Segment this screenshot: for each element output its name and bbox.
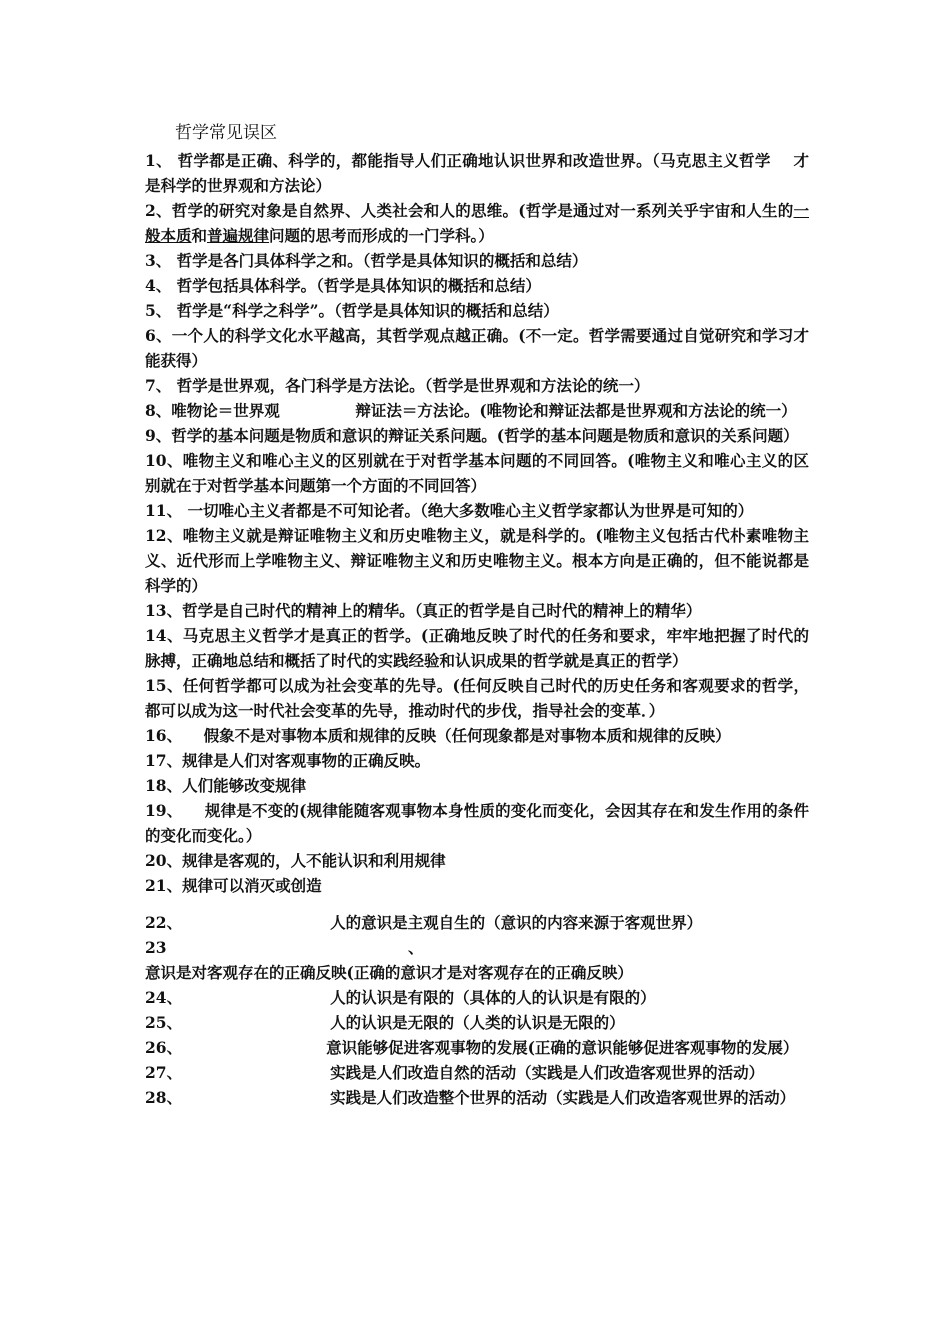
list-item: 27、 实践是人们改造自然的活动（实践是人们改造客观世界的活动） <box>145 1063 765 1082</box>
list-item: 26、 意识能够促进客观事物的发展(正确的意识能够促进客观事物的发展） <box>145 1038 799 1057</box>
list-item: 23、意识是对客观存在的正确反映(正确的意识才是对客观存在的正确反映） <box>145 938 665 982</box>
underlined-term: 普遍规律 <box>207 226 270 245</box>
list-item: 13、哲学是自己时代的精神上的精华。（真正的哲学是自己时代的精神上的精华） <box>145 601 702 620</box>
list-item: 1、 哲学都是正确、科学的，都能指导人们正确地认识世界和改造世界。（马克思主义哲学 才是科学的世界观和方法论） <box>145 151 809 195</box>
item-number: 23、 <box>145 938 665 957</box>
list-item: 12、唯物主义就是辩证唯物主义和历史唯物主义，就是科学的。(唯物主义包括古代朴素唯物主义、近代形而上学唯物主义、辩证唯物主义和历史唯物主义。根本方向是正确的，但不能说都是科学的） <box>145 526 809 595</box>
item-number: 22、 <box>145 913 183 932</box>
list-item: 4、 哲学包括具体科学。（哲学是具体知识的概括和总结） <box>145 276 541 295</box>
item-number: 24、 <box>145 988 183 1007</box>
list-item: 28、 实践是人们改造整个世界的活动（实践是人们改造客观世界的活动） <box>145 1088 796 1107</box>
item-number: 25、 <box>145 1013 183 1032</box>
list-item: 18、人们能够改变规律 <box>145 776 307 795</box>
misconception-list <box>145 148 809 1110</box>
list-item: 3、 哲学是各门具体科学之和。（哲学是具体知识的概括和总结） <box>145 251 588 270</box>
list-item: 22、 人的意识是主观自生的（意识的内容来源于客观世界） <box>145 913 703 932</box>
list-item: 8、唯物论＝世界观 辩证法＝方法论。(唯物论和辩证法都是世界观和方法论的统一） <box>145 401 797 420</box>
list-item: 2、哲学的研究对象是自然界、人类社会和人的思维。(哲学是通过对一系列关乎宇宙和人生的一般本质和普遍规律问题的思考而形成的一门学科。） <box>145 201 809 245</box>
list-item: 9、哲学的基本问题是物质和意识的辩证关系问题。(哲学的基本问题是物质和意识的关系问题） <box>145 426 799 445</box>
list-item: 15、任何哲学都可以成为社会变革的先导。(任何反映自己时代的历史任务和客观要求的哲学，都可以成为这一时代社会变革的先导，推动时代的步伐，指导社会的变革．） <box>145 676 809 720</box>
item-number: 26、 <box>145 1038 183 1057</box>
list-item: 16、 假象不是对事物本质和规律的反映（任何现象都是对事物本质和规律的反映） <box>145 726 731 745</box>
list-item: 5、 哲学是“科学之科学”。（哲学是具体知识的概括和总结） <box>145 301 559 320</box>
list-item: 25、 人的认识是无限的（人类的认识是无限的） <box>145 1013 625 1032</box>
underlined-term: 一般本质 <box>145 201 809 245</box>
list-item: 24、 人的认识是有限的（具体的人的认识是有限的） <box>145 988 656 1007</box>
list-item: 7、 哲学是世界观，各门科学是方法论。（哲学是世界观和方法论的统一） <box>145 376 650 395</box>
list-item: 21、规律可以消灭或创造 <box>145 876 322 895</box>
list-item: 11、 一切唯心主义者都是不可知论者。（绝大多数唯心主义哲学家都认为世界是可知的） <box>145 501 754 520</box>
list-item: 10、唯物主义和唯心主义的区别就在于对哲学基本问题的不同回答。(唯物主义和唯心主义的区别就在于对哲学基本问题第一个方面的不同回答） <box>145 451 809 495</box>
item-number: 28、 <box>145 1088 183 1107</box>
list-item: 17、规律是人们对客观事物的正确反映。 <box>145 751 431 770</box>
list-item: 20、规律是客观的，人不能认识和利用规律 <box>145 851 446 870</box>
list-item: 14、马克思主义哲学才是真正的哲学。(正确地反映了时代的任务和要求，牢牢地把握了时代的脉搏，正确地总结和概括了时代的实践经验和认识成果的哲学就是真正的哲学） <box>145 626 809 670</box>
page-title: 哲学常见误区 <box>175 123 277 143</box>
list-item: 6、一个人的科学文化水平越高，其哲学观点越正确。(不一定。哲学需要通过自觉研究和学习才能获得） <box>145 326 809 370</box>
section-spacer <box>145 898 809 910</box>
item-number: 27、 <box>145 1063 183 1082</box>
list-item: 19、 规律是不变的(规律能随客观事物本身性质的变化而变化，会因其存在和发生作用的条件的变化而变化。） <box>145 801 809 845</box>
